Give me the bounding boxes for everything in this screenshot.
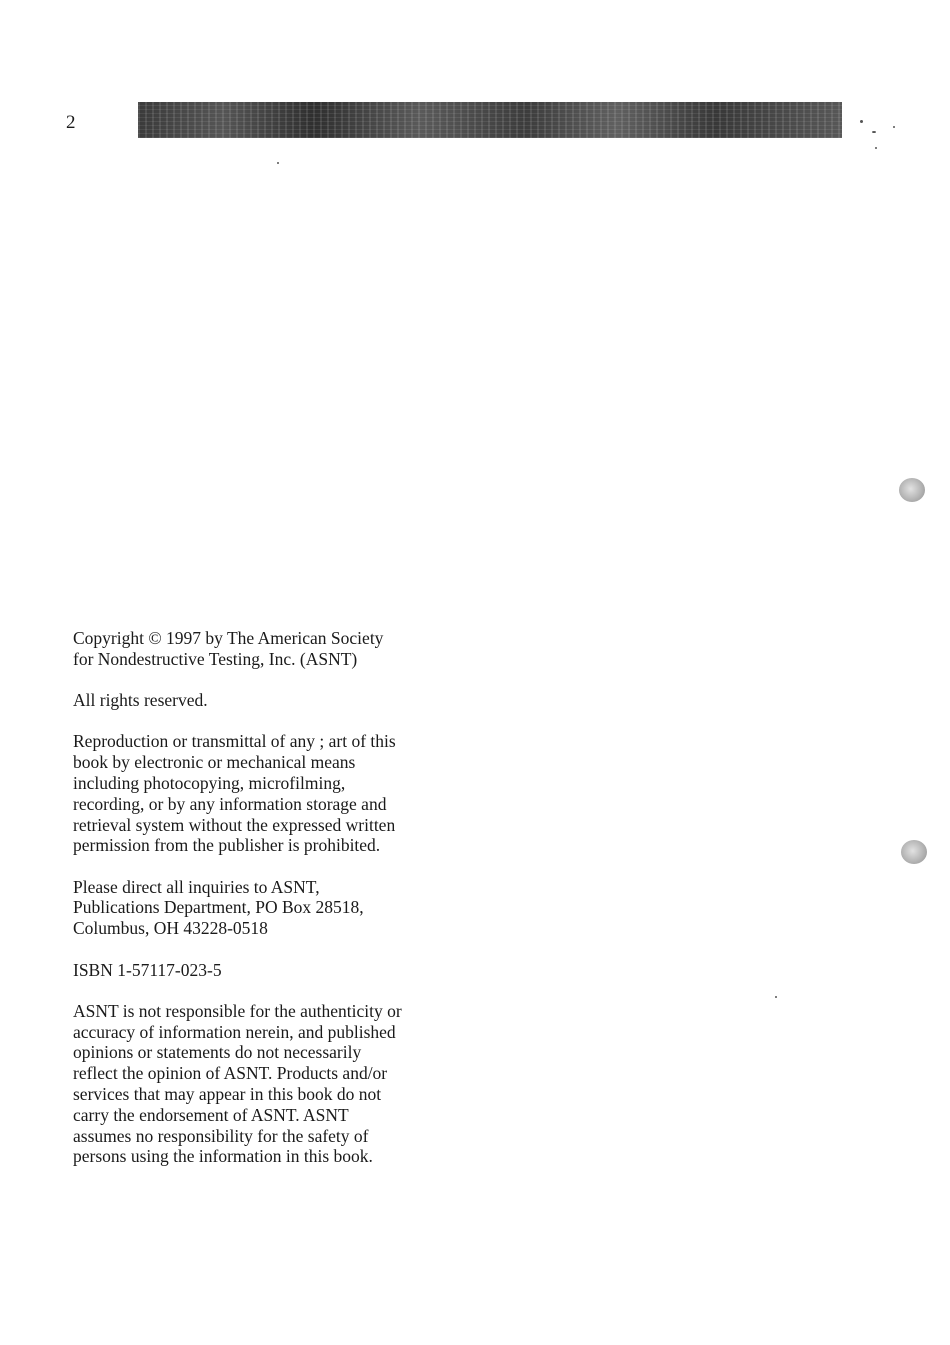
copyright-notice-line: for Nondestructive Testing, Inc. (ASNT) (73, 648, 358, 669)
disclaimer-line: carry the endorsement of ASNT. ASNT (73, 1104, 349, 1125)
reproduction-line: retrieval system without the expressed written (73, 814, 396, 835)
page-number: 2 (66, 112, 76, 133)
isbn: ISBN 1-57117-023-5 (73, 959, 222, 980)
inquiries-line: Publications Department, PO Box 28518, (73, 897, 364, 918)
inquiries-line: Columbus, OH 43228-0518 (73, 918, 268, 939)
inquiries-line: Please direct all inquiries to ASNT, (73, 876, 320, 897)
scan-speck (860, 120, 863, 123)
scan-speck (775, 996, 777, 998)
disclaimer-line: reflect the opinion of ASNT. Products and/or (73, 1063, 388, 1084)
scan-speck (875, 147, 877, 149)
disclaimer-line: opinions or statements do not necessarily (73, 1042, 362, 1063)
disclaimer-line: ASNT is not responsible for the authenticity or (73, 1000, 402, 1021)
reproduction-statement (73, 731, 453, 856)
header-bar (138, 102, 842, 138)
inquiries-statement (73, 877, 453, 939)
copyright-notice-line: Copyright © 1997 by The American Society (73, 628, 384, 648)
disclaimer-line: accuracy of information nerein, and published (73, 1021, 396, 1042)
punch-hole (901, 840, 927, 864)
scan-speck (893, 126, 895, 128)
reproduction-line: Reproduction or transmittal of any ; art of this (73, 731, 396, 752)
reproduction-line: book by electronic or mechanical means (73, 752, 356, 773)
reproduction-line: permission from the publisher is prohibited. (73, 835, 381, 856)
reproduction-line: recording, or by any information storage and (73, 793, 387, 814)
disclaimer-line: services that may appear in this book do not (73, 1084, 382, 1105)
reproduction-line: including photocopying, microfilming, (73, 772, 346, 793)
scan-speck (872, 131, 876, 133)
copyright-notice (73, 628, 453, 670)
disclaimer-line: persons using the information in this book. (73, 1146, 373, 1167)
disclaimer-statement (73, 1001, 453, 1167)
punch-hole (899, 478, 925, 502)
scan-speck (277, 162, 279, 164)
copyright-block (73, 628, 453, 1188)
rights-statement: All rights reserved. (73, 690, 208, 711)
disclaimer-line: assumes no responsibility for the safety of (73, 1125, 369, 1146)
